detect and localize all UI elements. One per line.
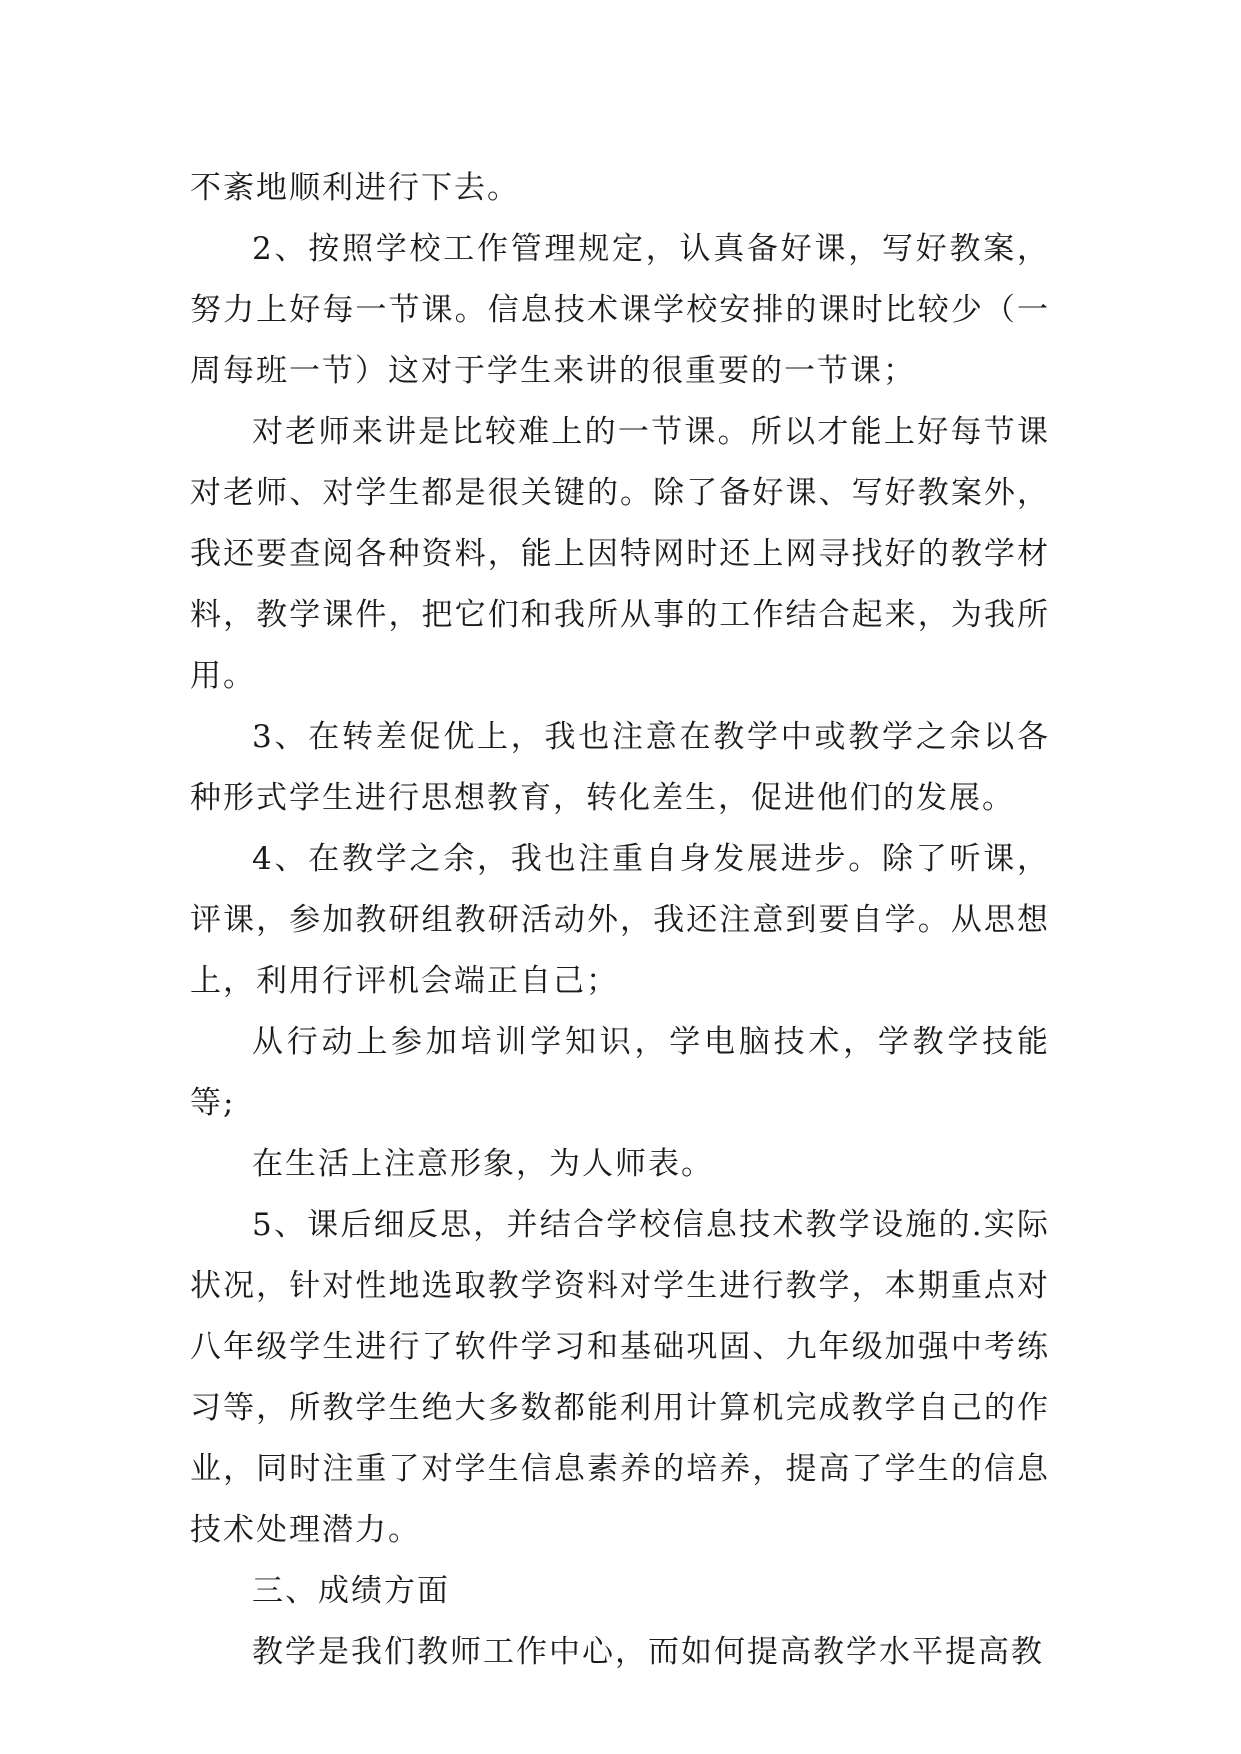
paragraph-teaching-center: 教学是我们教师工作中心，而如何提高教学水平提高教	[252, 1634, 1044, 1670]
paragraph-continuation: 不紊地顺利进行下去。	[190, 170, 520, 206]
paragraph-item-5: 5、课后细反思，并结合学校信息技术教学设施的.实际状况，针对性地选取教学资料对学生进行教学，本期重点对八年级学生进行了软件学习和基础巩固、九年级加强中考练习等，所教学生绝大多数都能利用计算机完成教学自己的作业，同时注重了对学生信息素养的培养，提高了学生的信息技术处理潜力。	[190, 1207, 1050, 1548]
paragraph-item-2: 2、按照学校工作管理规定，认真备好课，写好教案，努力上好每一节课。信息技术课学校安排的课时比较少（一周每班一节）这对于学生来讲的很重要的一节课；	[190, 231, 1050, 389]
paragraph-item-4: 4、在教学之余，我也注重自身发展进步。除了听课，评课，参加教研组教研活动外，我还注意到要自学。从思想上，利用行评机会端正自己；	[190, 841, 1050, 999]
paragraph-item-3: 3、在转差促优上，我也注意在教学中或教学之余以各种形式学生进行思想教育，转化差生，促进他们的发展。	[190, 719, 1050, 816]
paragraph-teacher-note: 对老师来讲是比较难上的一节课。所以才能上好每节课对老师、对学生都是很关键的。除了备好课、写好教案外，我还要查阅各种资料，能上因特网时还上网寻找好的教学材料，教学课件，把它们和我所从事的工作结合起来，为我所用。	[190, 414, 1050, 694]
section-heading-results: 三、成绩方面	[252, 1573, 450, 1609]
paragraph-action: 从行动上参加培训学知识，学电脑技术，学教学技能等;	[190, 1024, 1050, 1121]
paragraph-life: 在生活上注意形象，为人师表。	[252, 1146, 714, 1182]
document-body	[190, 158, 1050, 1683]
